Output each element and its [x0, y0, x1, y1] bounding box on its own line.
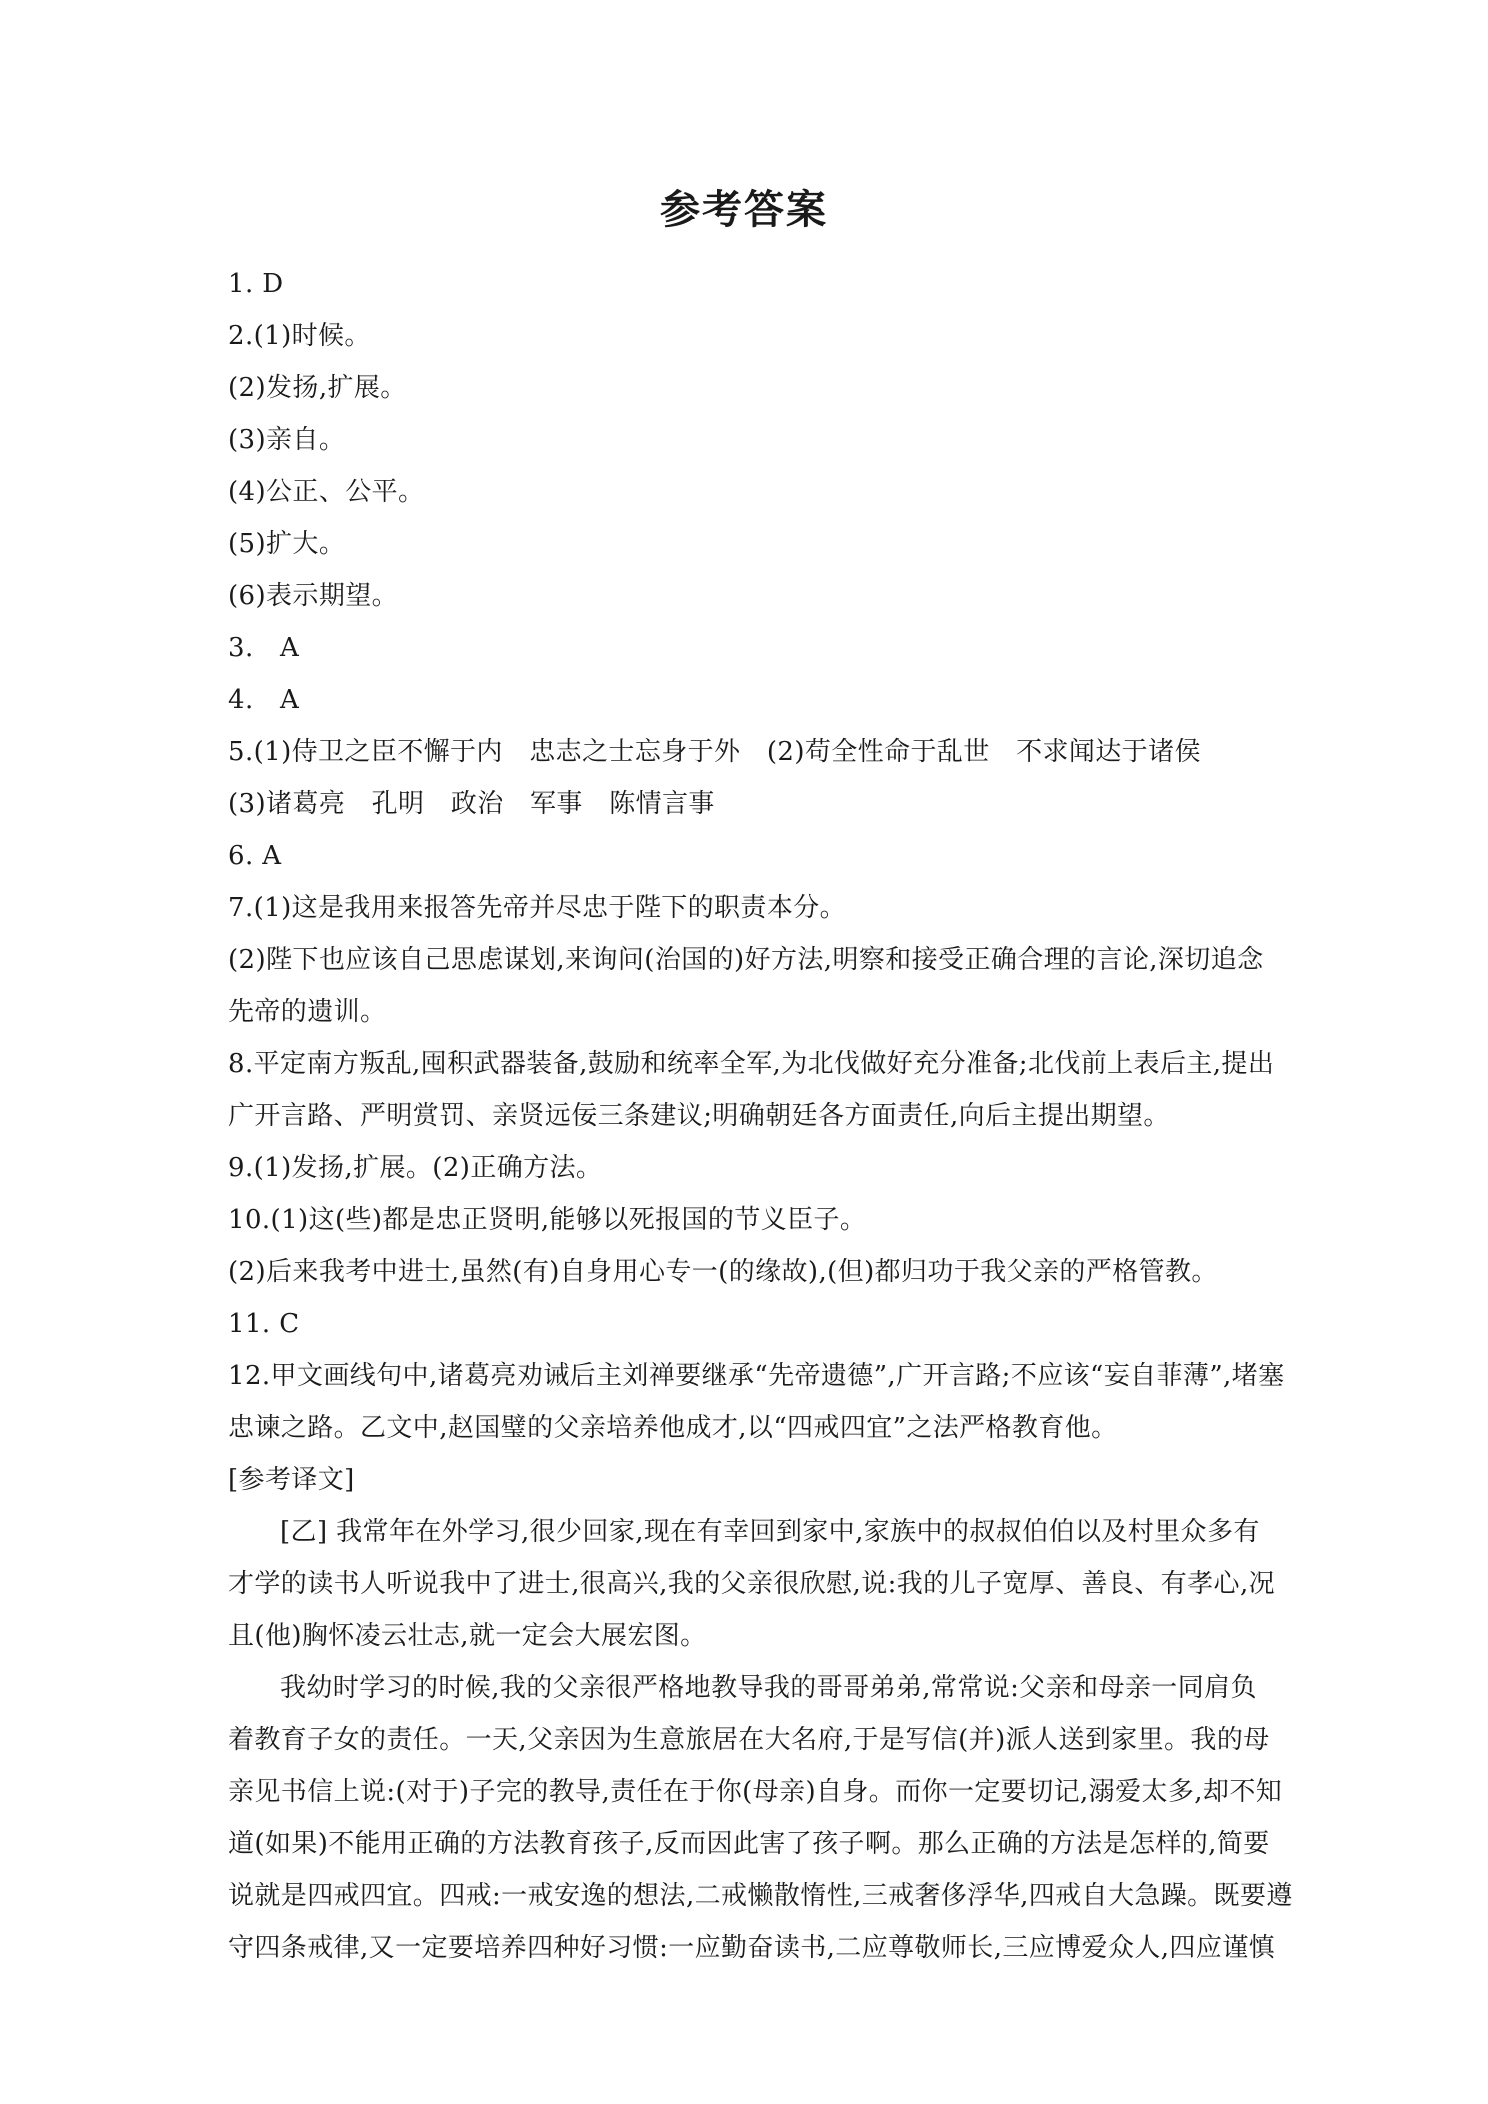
answer-8-line-2: 广开言路、严明赏罚、亲贤远佞三条建议;明确朝廷各方面责任,向后主提出期望。 — [228, 1101, 1170, 1131]
answer-8-line-1: 8.平定南方叛乱,囤积武器装备,鼓励和统率全军,为北伐做好充分准备;北伐前上表后主,提出 — [228, 1049, 1275, 1079]
answer-10-2: (2)后来我考中进士,虽然(有)自身用心专一(的缘故),(但)都归功于我父亲的严格管教。 — [228, 1257, 1218, 1287]
answer-10-1: 10.(1)这(些)都是忠正贤明,能够以死报国的节义臣子。 — [228, 1205, 867, 1235]
answer-5-line-2: (3)诸葛亮 孔明 政治 军事 陈情言事 — [228, 789, 715, 819]
answer-2-6: (6)表示期望。 — [228, 581, 399, 611]
answer-2-5: (5)扩大。 — [228, 529, 346, 559]
answer-12-line-2: 忠谏之路。乙文中,赵国璧的父亲培养他成才,以“四戒四宜”之法严格教育他。 — [228, 1413, 1118, 1443]
translation-para-2-line-6: 守四条戒律,又一定要培养四种好习惯:一应勤奋读书,二应尊敬师长,三应博爱众人,四应谨慎 — [228, 1933, 1276, 1963]
answer-3: 3. A — [228, 633, 300, 663]
translation-para-2-line-5: 说就是四戒四宜。四戒:一戒安逸的想法,二戒懒散惰性,三戒奢侈浮华,四戒自大急躁。既要遵 — [228, 1881, 1293, 1911]
answer-4: 4. A — [228, 685, 300, 715]
answer-2-4: (4)公正、公平。 — [228, 477, 425, 507]
answer-7-2-line-2: 先帝的遗训。 — [228, 997, 387, 1027]
answer-2-3: (3)亲自。 — [228, 425, 346, 455]
translation-para-1-line-1: [乙] 我常年在外学习,很少回家,现在有幸回到家中,家族中的叔叔伯伯以及村里众多有 — [280, 1517, 1260, 1547]
translation-para-2-line-3: 亲见书信上说:(对于)子完的教导,责任在于你(母亲)自身。而你一定要切记,溺爱太多,却不知 — [228, 1777, 1283, 1807]
answer-5-line-1: 5.(1)侍卫之臣不懈于内 忠志之士忘身于外 (2)苟全性命于乱世 不求闻达于诸侯 — [228, 737, 1201, 767]
answer-7-2-line-1: (2)陛下也应该自己思虑谋划,来询问(治国的)好方法,明察和接受正确合理的言论,深切追念 — [228, 945, 1264, 975]
translation-para-1-line-2: 才学的读书人听说我中了进士,很高兴,我的父亲很欣慰,说:我的儿子宽厚、善良、有孝心,况 — [228, 1569, 1276, 1599]
translation-para-2-line-1: 我幼时学习的时候,我的父亲很严格地教导我的哥哥弟弟,常常说:父亲和母亲一同肩负 — [280, 1673, 1257, 1703]
page-title: 参考答案 — [660, 187, 828, 233]
answer-content — [228, 258, 1293, 1974]
translation-para-1-line-3: 且(他)胸怀凌云壮志,就一定会大展宏图。 — [228, 1621, 707, 1651]
answer-2-1: 2.(1)时候。 — [228, 321, 371, 351]
answer-6: 6. A — [228, 841, 282, 871]
translation-para-2-line-2: 着教育子女的责任。一天,父亲因为生意旅居在大名府,于是写信(并)派人送到家里。我的母 — [228, 1725, 1270, 1755]
answer-9: 9.(1)发扬,扩展。(2)正确方法。 — [228, 1153, 603, 1183]
answer-1: 1. D — [228, 269, 284, 299]
answer-12-line-1: 12.甲文画线句中,诸葛亮劝诫后主刘禅要继承“先帝遗德”,广开言路;不应该“妄自菲薄”,堵塞 — [228, 1361, 1285, 1391]
answer-7-1: 7.(1)这是我用来报答先帝并尽忠于陛下的职责本分。 — [228, 893, 847, 923]
translation-heading: [参考译文] — [228, 1465, 355, 1495]
answer-2-2: (2)发扬,扩展。 — [228, 373, 407, 403]
translation-para-2-line-4: 道(如果)不能用正确的方法教育孩子,反而因此害了孩子啊。那么正确的方法是怎样的,简要 — [228, 1829, 1270, 1859]
answer-11: 11. C — [228, 1309, 300, 1339]
